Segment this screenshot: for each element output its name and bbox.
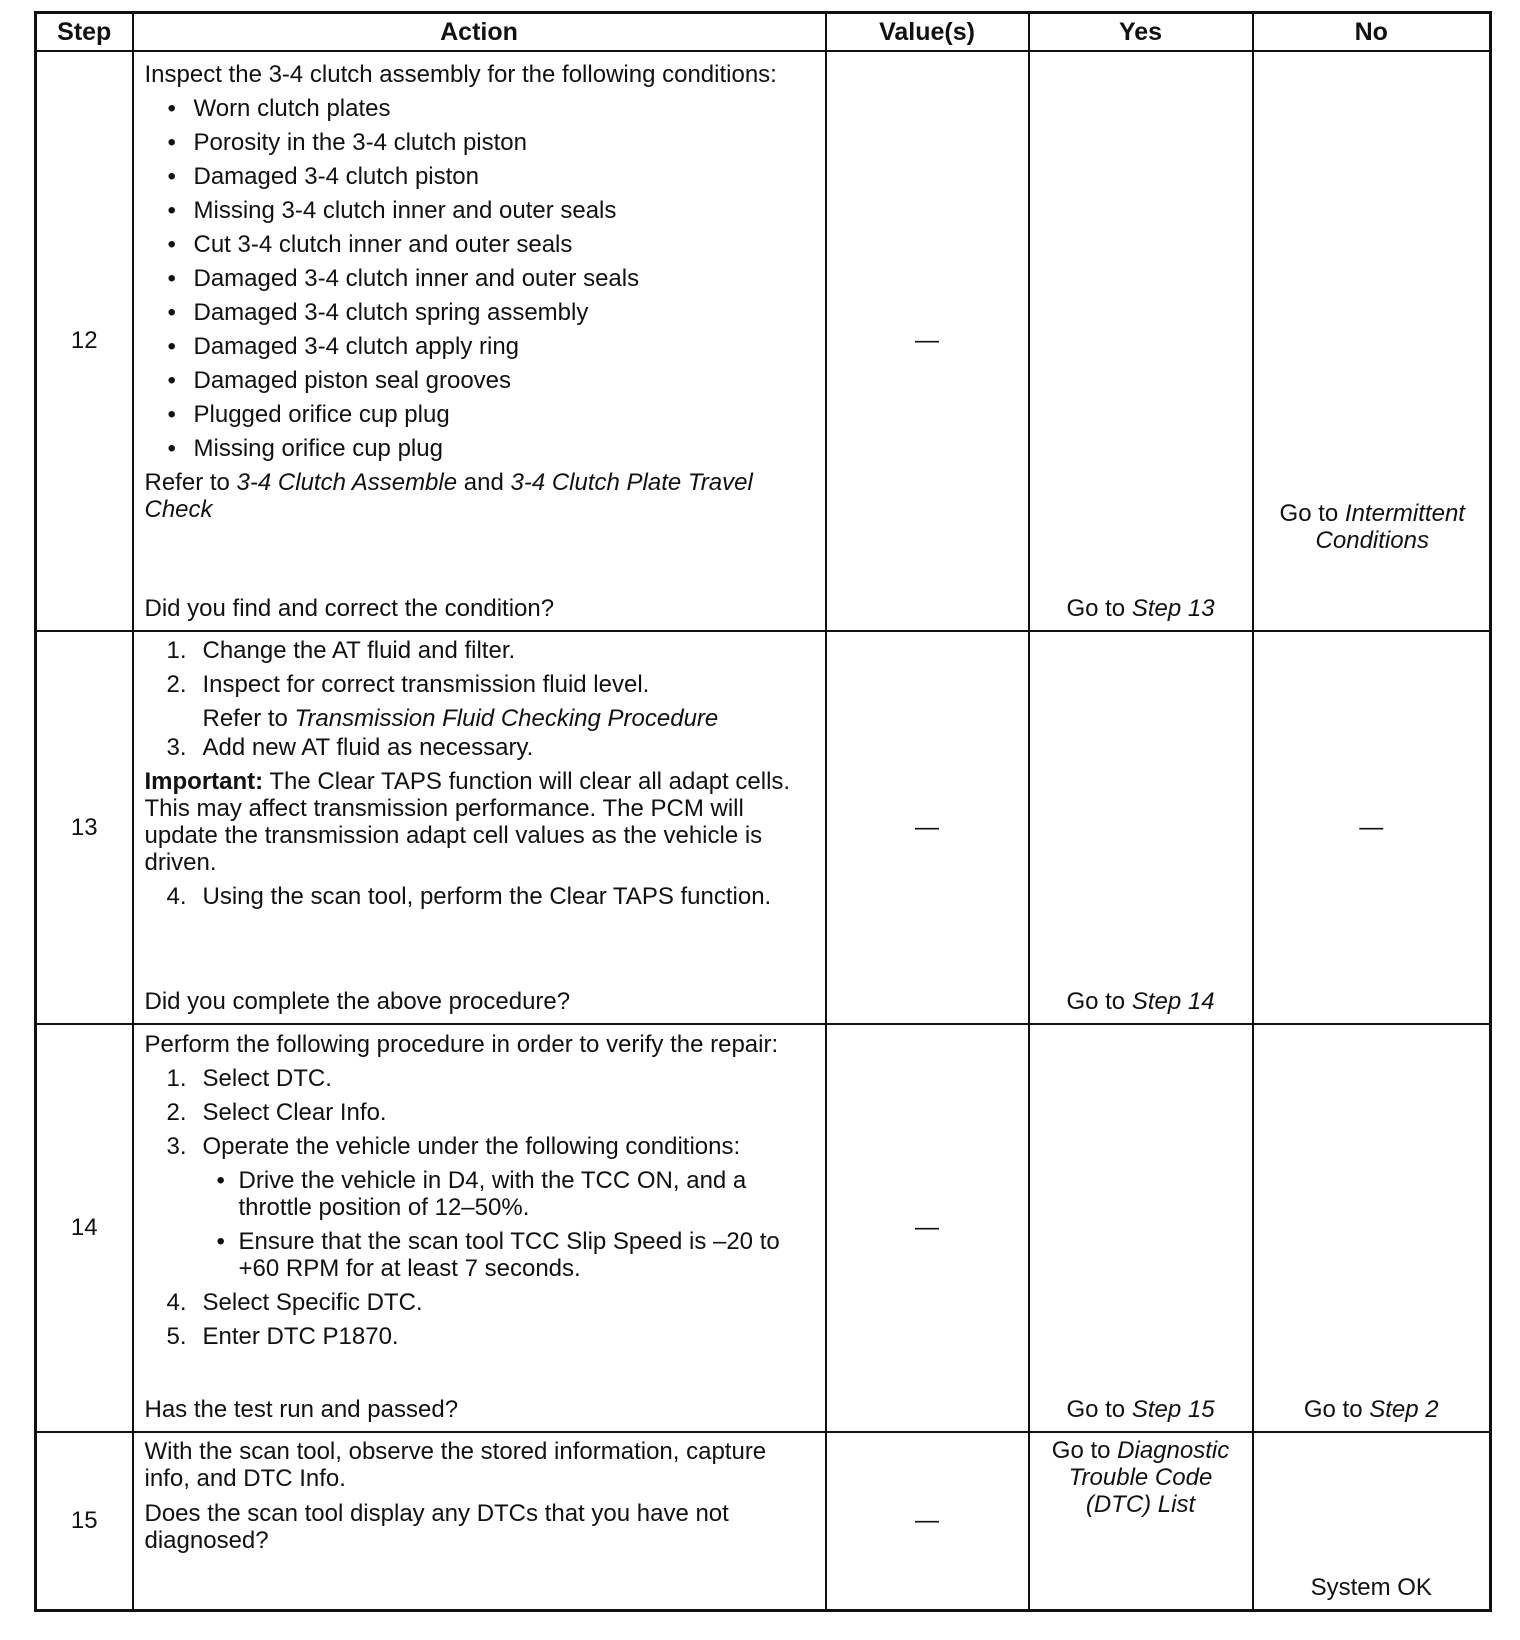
step-text: Enter DTC P1870. (202, 1323, 399, 1350)
list-item (145, 1065, 815, 1092)
list-item: • Cut 3-4 clutch inner and outer seals (145, 231, 815, 258)
important-note (145, 768, 815, 876)
action-question: Does the scan tool display any DTCs that you have not diagnosed? (144, 1500, 729, 1554)
yes-prefix: Go to (1066, 988, 1126, 1015)
list-item (145, 1289, 815, 1316)
link-intermittent-conditions[interactable]: Intermittent Conditions (1315, 500, 1465, 554)
list-item: • Porosity in the 3-4 clutch piston (145, 129, 815, 156)
step-number: 13 (36, 631, 133, 1024)
yes-prefix: Go to (1066, 1396, 1126, 1423)
action-question: Did you find and correct the condition? (144, 595, 555, 622)
step-index: 2. (166, 1099, 187, 1126)
step-text: Select Specific DTC. (202, 1289, 423, 1316)
step-text: Select Clear Info. (202, 1099, 387, 1126)
yes-goto (1030, 595, 1252, 622)
step-index: 4. (166, 1289, 187, 1316)
refer-prefix: Refer to (144, 469, 230, 496)
step-number: 14 (36, 1024, 133, 1432)
action-text: With the scan tool, observe the stored information, capture info, and DTC Info. (144, 1438, 767, 1492)
diagnostic-table (34, 11, 1492, 1612)
refer-prefix: Refer to (202, 705, 288, 732)
action-intro: Inspect the 3-4 clutch assembly for the following conditions: (144, 61, 777, 88)
no-cell (1253, 1024, 1491, 1432)
value-cell: — (826, 1432, 1029, 1610)
yes-cell (1029, 1024, 1253, 1432)
list-item (145, 1099, 815, 1126)
list-item: • Damaged 3-4 clutch apply ring (145, 333, 815, 360)
header-yes: Yes (1029, 13, 1253, 52)
sub-list-item: • Drive the vehicle in D4, with the TCC ON, and a throttle position of 12–50%. (145, 1167, 815, 1221)
table-row-step-14 (36, 1024, 1491, 1432)
header-step: Step (36, 13, 133, 52)
action-cell (133, 631, 826, 1024)
link-dtc-list[interactable]: Diagnostic Trouble Code (DTC) List (1068, 1437, 1230, 1518)
yes-prefix: Go to (1066, 595, 1126, 622)
header-no: No (1253, 13, 1491, 52)
link-step-13[interactable]: Step 13 (1131, 595, 1215, 622)
action-question: Did you complete the above procedure? (144, 988, 571, 1015)
refer-text (145, 469, 815, 523)
list-item: • Worn clutch plates (145, 95, 815, 122)
important-text: The Clear TAPS function will clear all adapt cells. This may affect transmission performance. The PCM will update the transmission adapt cell values as the vehicle is driven. (144, 768, 791, 876)
step-number: 12 (36, 51, 133, 631)
value-cell: — (826, 51, 1029, 631)
header-values: Value(s) (826, 13, 1029, 52)
list-item: • Missing 3-4 clutch inner and outer seals (145, 197, 815, 224)
step-number: 15 (36, 1432, 133, 1610)
value-cell: — (826, 1024, 1029, 1432)
step-index: 2. (166, 671, 187, 698)
action-cell (133, 1024, 826, 1432)
step-text: Inspect for correct transmission fluid level. (202, 671, 650, 698)
link-step-15[interactable]: Step 15 (1131, 1396, 1215, 1423)
step-index: 5. (166, 1323, 187, 1350)
action-question: Has the test run and passed? (144, 1396, 459, 1423)
no-cell: — (1253, 631, 1491, 1024)
step-text: Operate the vehicle under the following conditions: (202, 1133, 741, 1160)
action-cell (133, 51, 826, 631)
no-prefix: Go to (1279, 500, 1339, 527)
yes-cell (1029, 1432, 1253, 1610)
list-item: • Damaged piston seal grooves (145, 367, 815, 394)
step-index: 1. (166, 637, 187, 664)
no-goto (1254, 1396, 1490, 1423)
step-index: 1. (166, 1065, 187, 1092)
step-text: Change the AT fluid and filter. (202, 637, 516, 664)
list-item (145, 883, 815, 910)
list-item: • Missing orifice cup plug (145, 435, 815, 462)
list-item (145, 1323, 815, 1350)
list-item (145, 1133, 815, 1160)
no-prefix: Go to (1303, 1396, 1363, 1423)
no-goto (1262, 500, 1484, 554)
link-transmission-fluid-checking-procedure[interactable]: Transmission Fluid Checking Procedure (294, 705, 719, 732)
condition-list (145, 95, 815, 462)
action-cell (133, 1432, 826, 1610)
list-item (145, 734, 815, 761)
refer-and: and (463, 469, 504, 496)
step-index: 3. (166, 1133, 187, 1160)
refer-text (145, 705, 815, 732)
link-step-14[interactable]: Step 14 (1131, 988, 1215, 1015)
yes-cell (1029, 631, 1253, 1024)
step-index: 4. (166, 883, 187, 910)
important-label: Important: (144, 768, 264, 795)
no-cell (1253, 1432, 1491, 1610)
step-index: 3. (166, 734, 187, 761)
list-item: • Damaged 3-4 clutch piston (145, 163, 815, 190)
header-action: Action (133, 13, 826, 52)
link-3-4-clutch-plate-travel-check[interactable]: 3-4 Clutch Plate Travel Check (144, 469, 753, 523)
action-intro: Perform the following procedure in order to verify the repair: (144, 1031, 779, 1058)
list-item (145, 671, 815, 698)
table-row-step-15 (36, 1432, 1491, 1610)
step-text: Add new AT fluid as necessary. (202, 734, 534, 761)
header-row (36, 13, 1491, 52)
sub-list-item: • Ensure that the scan tool TCC Slip Speed is –20 to +60 RPM for at least 7 seconds. (145, 1228, 815, 1282)
table-row-step-13 (36, 631, 1491, 1024)
link-3-4-clutch-assemble[interactable]: 3-4 Clutch Assemble (236, 469, 458, 496)
list-item (145, 637, 815, 664)
list-item: • Damaged 3-4 clutch inner and outer seals (145, 265, 815, 292)
no-cell (1253, 51, 1491, 631)
link-step-2[interactable]: Step 2 (1369, 1396, 1439, 1423)
value-cell: — (826, 631, 1029, 1024)
table-row-step-12 (36, 51, 1491, 631)
no-result: System OK (1310, 1573, 1432, 1601)
list-item: • Damaged 3-4 clutch spring assembly (145, 299, 815, 326)
yes-goto (1030, 1433, 1252, 1518)
yes-goto (1030, 988, 1252, 1015)
list-item: • Plugged orifice cup plug (145, 401, 815, 428)
step-text: Select DTC. (202, 1065, 332, 1092)
yes-cell (1029, 51, 1253, 631)
yes-goto (1030, 1396, 1252, 1423)
step-text: Using the scan tool, perform the Clear TAPS function. (202, 883, 772, 910)
yes-prefix: Go to (1051, 1437, 1111, 1464)
